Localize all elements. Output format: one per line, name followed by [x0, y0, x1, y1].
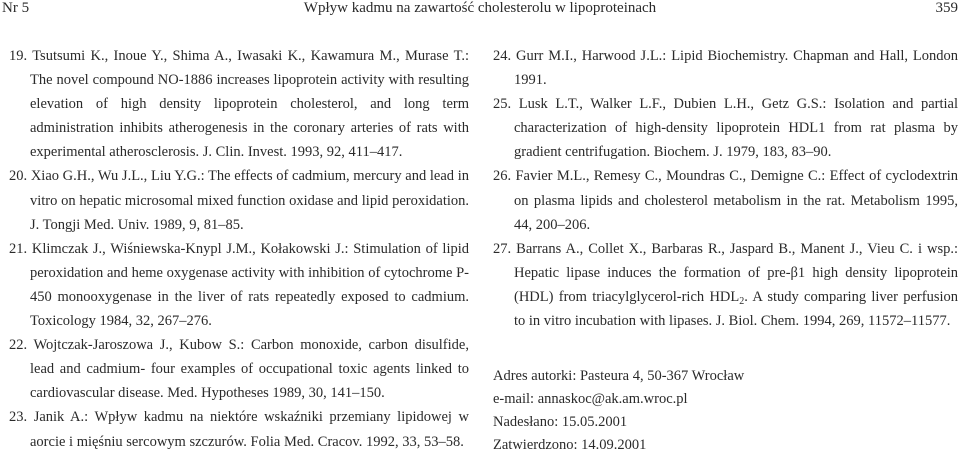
right-column	[493, 44, 958, 457]
submitted-date: Nadesłano: 15.05.2001	[493, 414, 628, 431]
reference-text: Favier M.L., Remesy C., Moundras C., Demigne C.: Effect of cyclodextrin on plasma lipids and cholesterol metabolism in the rat. Metabolism 1995, 44, 200–206.	[514, 168, 959, 233]
reference-number: 20.	[9, 168, 28, 185]
reference-text: Tsutsumi K., Inoue Y., Shima A., Iwasaki K., Kawamura M., Murase T.: The novel compound NO-1886 increases lipoprotein activity with resulting elevation of high density lipoprotein cholesterol, and long term administration inhibits atherogenesis in the coronary arteries of rats with experimental atherosclerosis. J. Clin. Invest. 1993, 92, 411–417.	[30, 48, 470, 161]
reference-number: 22.	[9, 337, 28, 354]
reference-text: Klimczak J., Wiśniewska-Knypl J.M., Kołakowski J.: Stimulation of lipid peroxidation and heme oxygenase activity with inhibition of cytochrome P-450 monooxygenase in the liver of rats repeatedly exposed to cadmium. Toxicology 1984, 32, 267–276.	[30, 240, 469, 330]
author-address-block	[493, 365, 958, 457]
page-number: 359	[935, 0, 958, 16]
reference-number: 26.	[493, 168, 512, 185]
left-column	[9, 44, 469, 454]
reference-text: Lusk L.T., Walker L.F., Dubien L.H., Getz G.S.: Isolation and partial characterization of high-density lipoprotein HDL1 from rat plasma by gradient centrifugation. Biochem. J. 1979, 183, 83–90.	[514, 96, 958, 161]
reference-number: 19.	[9, 48, 28, 64]
reference-number: 25.	[493, 96, 512, 113]
reference-text: Xiao G.H., Wu J.L., Liu Y.G.: The effects of cadmium, mercury and lead in vitro on hepatic microsomal mixed function oxidase and lipid peroxidation. J. Tongji Med. Univ. 1989, 9, 81–85.	[30, 168, 470, 233]
reference-26	[493, 164, 958, 236]
approved-date: Zatwierdzono: 14.09.2001	[493, 437, 647, 454]
reference-24	[493, 44, 958, 92]
reference-19	[9, 44, 469, 164]
running-title: Wpływ kadmu na zawartość cholesterolu w lipoproteinach	[303, 0, 657, 16]
reference-text: Gurr M.I., Harwood J.L.: Lipid Biochemistry. Chapman and Hall, London 1991.	[514, 48, 958, 89]
reference-number: 24.	[493, 48, 512, 64]
journal-issue: Nr 5	[2, 0, 30, 16]
reference-text: Janik A.: Wpływ kadmu na niektóre wskaźniki przemiany lipidowej w aorcie i mięśniu sercowym szczurów. Folia Med. Cracov. 1992, 33, 53–58.	[30, 409, 469, 450]
page-header	[0, 0, 960, 20]
reference-number: 21.	[9, 240, 28, 257]
author-address: Adres autorki: Pasteura 4, 50-367 Wrocław	[493, 368, 745, 385]
author-email: e-mail: annaskoc@ak.am.wroc.pl	[493, 391, 688, 408]
reference-text: Barrans A., Collet X., Barbaras R., Jaspard B., Manent J., Vieu C. i wsp.: Hepatic lipase induces the formation of pre-β1 high density lipoprotein (HDL) from triacylglycerol-rich $HDL_2$. A study comparing liver perfusion to in vitro incubation with lipases. J. Biol. Chem. 1994, 269, 11572–11577.	[514, 240, 959, 330]
reference-22	[9, 333, 469, 405]
reference-25	[493, 92, 958, 164]
reference-text: Wojtczak-Jaroszowa J., Kubow S.: Carbon monoxide, carbon disulfide, lead and cadmium- four examples of occupational toxic agents linked to cardiovascular disease. Med. Hypotheses 1989, 30, 141–150.	[30, 337, 469, 402]
subscript: 2	[739, 295, 745, 307]
reference-21	[9, 237, 469, 333]
reference-23	[9, 405, 469, 453]
reference-20	[9, 164, 469, 236]
reference-27	[493, 237, 958, 333]
reference-number: 23.	[9, 409, 28, 426]
reference-number: 27.	[493, 240, 512, 257]
